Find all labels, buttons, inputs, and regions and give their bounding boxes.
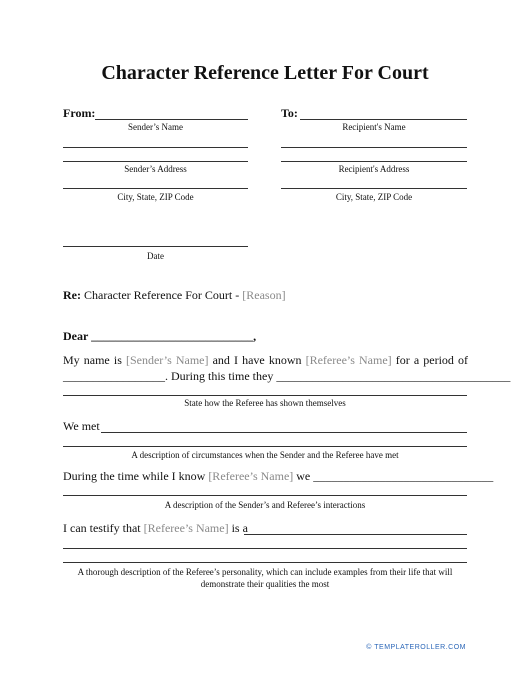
word: is: [113, 353, 122, 367]
testify-line-2[interactable]: [63, 548, 467, 549]
re-label: Re:: [63, 288, 81, 302]
shown-blank[interactable]: _______________________________________: [276, 369, 511, 383]
word: period: [423, 353, 454, 367]
interactions-blank[interactable]: ______________________________: [313, 469, 494, 483]
word: a: [413, 353, 420, 367]
personality-caption-1: A thorough description of the Referee’s personality, which can include examples from their life that will: [77, 567, 453, 577]
intro-text: . During this time they: [165, 369, 277, 383]
we-met-label: We met: [63, 419, 100, 433]
circumstances-caption: A description of circumstances when the Sender and the Referee have met: [131, 450, 399, 460]
word: have: [242, 353, 265, 367]
recipient-address-line-2[interactable]: [281, 161, 467, 162]
period-blank[interactable]: _________________: [63, 369, 165, 383]
intro-line-2: [63, 369, 510, 384]
dear-label: Dear: [63, 329, 89, 343]
recipient-address-line-1[interactable]: [281, 147, 467, 148]
re-text: Character Reference For Court -: [81, 288, 243, 302]
to-label: To:: [281, 106, 298, 120]
referee-name-placeholder[interactable]: [Referee’s Name]: [305, 353, 392, 367]
dear-blank[interactable]: ___________________________,: [88, 329, 257, 343]
sender-name-placeholder[interactable]: [Sender’s Name]: [125, 353, 209, 367]
sender-name-caption: Sender’s Name: [127, 122, 184, 132]
sender-address-line-1[interactable]: [63, 147, 248, 148]
referee-name-placeholder[interactable]: [Referee’s Name]: [208, 469, 294, 483]
word: My: [63, 353, 80, 367]
testify-text: I can testify that: [63, 521, 144, 535]
from-label: From:: [63, 106, 96, 120]
word: for: [395, 353, 410, 367]
recipient-name-line[interactable]: [300, 119, 467, 120]
recipient-city-line[interactable]: [281, 188, 467, 189]
document-title: Character Reference Letter For Court: [101, 62, 429, 84]
word: of: [458, 353, 469, 367]
recipient-address-caption: Recipient's Address: [338, 164, 410, 174]
recipient-city-caption: City, State, ZIP Code: [335, 192, 413, 202]
sender-city-caption: City, State, ZIP Code: [117, 192, 194, 202]
word: and: [212, 353, 230, 367]
date-caption: Date: [147, 251, 164, 261]
interactions-caption: A description of the Sender’s and Referee’s interactions: [164, 500, 366, 510]
we-met-line-2[interactable]: [63, 446, 467, 447]
sender-address-caption: Sender’s Address: [124, 164, 187, 174]
testify-text: is a: [228, 521, 248, 535]
interactions-line[interactable]: [63, 495, 467, 496]
reason-placeholder[interactable]: [Reason]: [242, 288, 286, 302]
testify-line-3[interactable]: [63, 562, 467, 563]
during-line: [63, 469, 493, 484]
during-text: we: [293, 469, 314, 483]
during-text: During the time while I know: [63, 469, 209, 483]
referee-name-placeholder[interactable]: [Referee’s Name]: [143, 521, 229, 535]
intro-line-1: [63, 353, 468, 368]
re-line: [63, 288, 286, 303]
word: I: [234, 353, 238, 367]
salutation: [63, 329, 256, 344]
sender-city-line[interactable]: [63, 188, 248, 189]
we-met-line-1[interactable]: [101, 432, 467, 433]
word: known: [268, 353, 302, 367]
personality-caption-2: demonstrate their qualities the most: [200, 579, 330, 589]
date-line[interactable]: [63, 246, 248, 247]
footer-credit[interactable]: © TEMPLATEROLLER.COM: [366, 644, 466, 651]
sender-name-line[interactable]: [95, 119, 248, 120]
shown-line[interactable]: [63, 395, 467, 396]
sender-address-line-2[interactable]: [63, 161, 248, 162]
recipient-name-caption: Recipient's Name: [342, 122, 406, 132]
testify-line-1[interactable]: [244, 534, 467, 535]
state-how-caption: State how the Referee has shown themselves: [184, 398, 346, 408]
testify-line: [63, 521, 248, 536]
word: name: [83, 353, 110, 367]
